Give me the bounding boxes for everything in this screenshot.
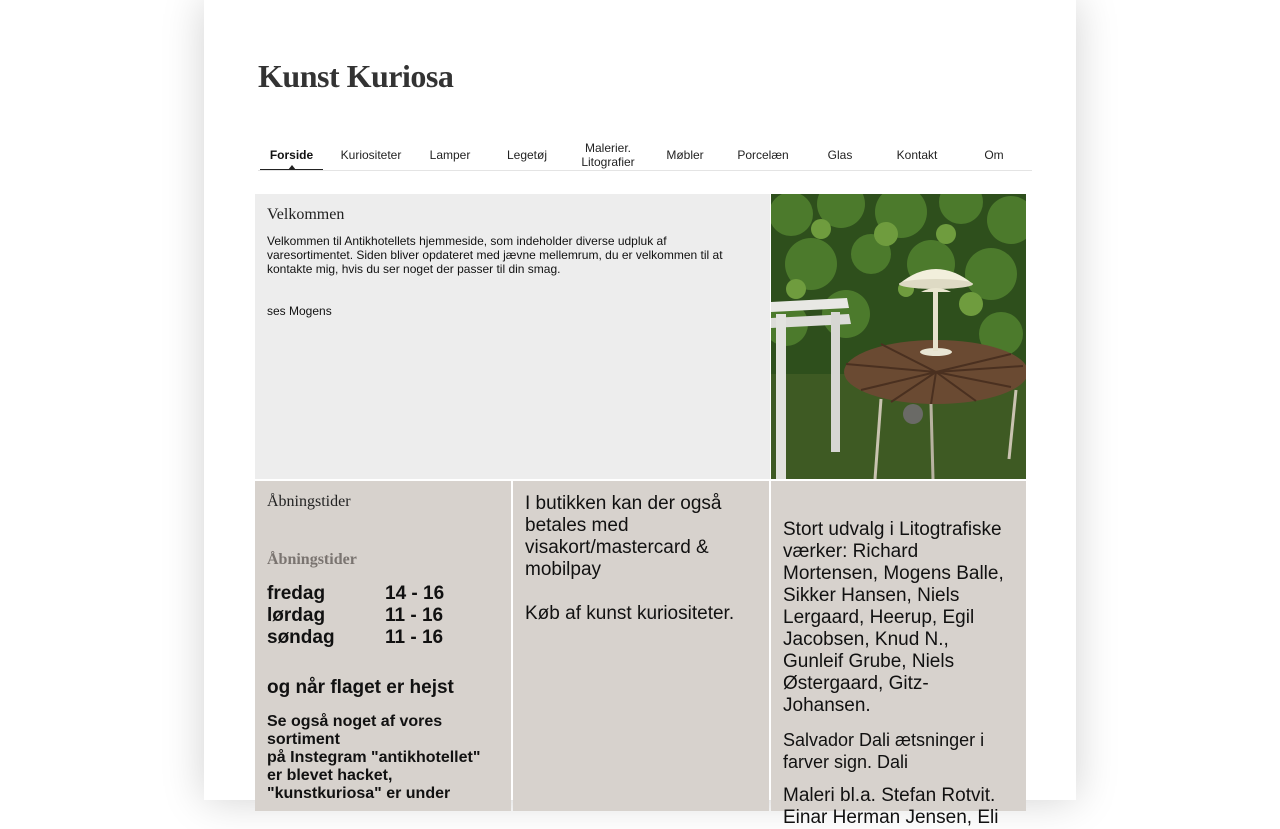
nav-item-kontakt[interactable]: Kontakt xyxy=(896,148,938,162)
welcome-section xyxy=(255,194,770,479)
instagram-note: Se også noget af vores sortiment på Instegram "antikhotellet" er blevet hacket, "kunstkuriosa" er under xyxy=(267,713,481,802)
nav-item-glas[interactable]: Glas xyxy=(827,148,853,162)
payment-tagline: Køb af kunst kuriositeter. xyxy=(525,603,735,624)
payment-text: I butikken kan der også betales med visakort/mastercard & mobilpay xyxy=(525,493,722,580)
hours-row xyxy=(267,605,499,627)
welcome-heading: Velkommen xyxy=(267,206,345,223)
nav-item-porcelaen[interactable]: Porcelæn xyxy=(737,148,789,162)
hours-day: søndag xyxy=(267,627,335,648)
nav-item-lamper[interactable]: Lamper xyxy=(429,148,471,162)
opening-hours-subheading: Åbningstider xyxy=(267,551,357,568)
hours-day: fredag xyxy=(267,583,326,604)
nav-item-forside[interactable]: Forside xyxy=(269,148,314,162)
hours-time: 14 - 16 xyxy=(385,583,445,604)
nav-item-legetoj[interactable]: Legetøj xyxy=(506,148,548,162)
hours-time: 11 - 16 xyxy=(385,627,444,648)
welcome-text: Velkommen til Antikhotellets hjemmeside, som indeholder diverse udpluk af varesortimentet. Siden bliver opdateret med jævne mellemrum, du er velkommen til at kontakte mig, hvis du ser noget der passer til din smag. xyxy=(267,234,723,276)
opening-hours-heading: Åbningstider xyxy=(267,493,351,510)
paintings-note: Maleri bl.a. Stefan Rotvit. Einar Herman Jensen, Eli xyxy=(783,785,999,828)
nav-active-caret-icon xyxy=(288,165,296,170)
lamp-garden-photo xyxy=(771,194,1026,479)
nav-item-mobler[interactable]: Møbler xyxy=(666,148,704,162)
lithography-section xyxy=(771,481,1026,828)
site-title[interactable]: Kunst Kuriosa xyxy=(258,58,454,94)
nav-item-malerier-litografier[interactable]: Malerier. Litografier xyxy=(581,141,635,169)
nav-item-om[interactable]: Om xyxy=(984,148,1004,162)
nav-item-kuriositeter[interactable]: Kuriositeter xyxy=(340,148,402,162)
hours-row xyxy=(267,583,499,605)
dali-note: Salvador Dali ætsninger i farver sign. Dali xyxy=(783,730,985,772)
hours-time: 11 - 16 xyxy=(385,605,444,626)
page-container xyxy=(204,0,1076,828)
hours-row xyxy=(267,627,499,649)
flag-note: og når flaget er hejst xyxy=(267,677,454,698)
hours-day: lørdag xyxy=(267,605,326,626)
payment-section xyxy=(513,481,769,811)
main-nav xyxy=(258,140,1032,171)
opening-hours-section xyxy=(255,481,511,811)
lithography-artists: Stort udvalg i Litogtrafiske værker: Richard Mortensen, Mogens Balle, Sikker Hansen, Niels Lergaard, Heerup, Egil Jacobsen, Knud N., Gunleif Grube, Niels Østergaard, Gitz-Johansen. xyxy=(783,519,1004,716)
welcome-signoff: ses Mogens xyxy=(267,304,332,318)
